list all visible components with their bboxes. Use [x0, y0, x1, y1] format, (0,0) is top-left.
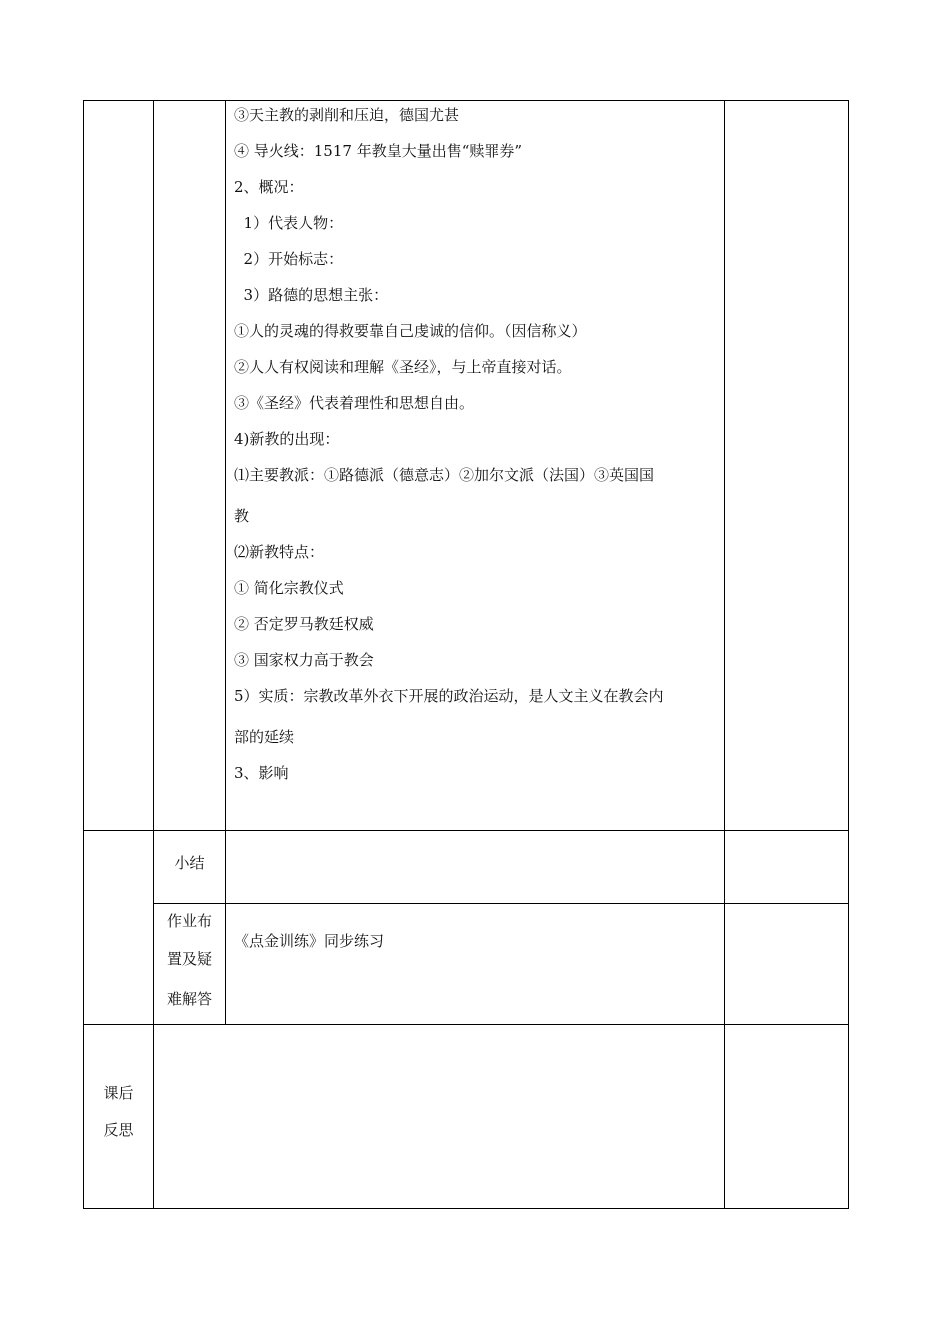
reflection-label-line: 课后	[103, 1084, 134, 1102]
content-line: 1）代表人物：	[234, 214, 344, 232]
reflection-label-line: 反思	[103, 1121, 134, 1139]
content-line: 教	[234, 507, 250, 525]
table-border-top	[83, 100, 849, 101]
content-line: ①人的灵魂的得救要靠自己虔诚的信仰。（因信称义）	[234, 322, 587, 340]
content-line: 3）路德的思想主张：	[234, 286, 389, 304]
content-line: ① 简化宗教仪式	[234, 579, 344, 597]
content-line: 部的延续	[234, 728, 295, 746]
column-divider	[153, 100, 154, 1209]
row-divider	[153, 903, 849, 904]
content-line: ④ 导火线：1517 年教皇大量出售“赎罪券”	[234, 142, 523, 160]
column-divider	[724, 100, 725, 1209]
content-line: 2、概况：	[234, 178, 304, 196]
homework-label-line: 作业布	[166, 912, 212, 930]
summary-label: 小结	[174, 854, 205, 872]
content-line: ⑴主要教派：①路德派（德意志）②加尔文派（法国）③英国国	[234, 466, 655, 484]
column-divider	[225, 100, 226, 1025]
content-line: ② 否定罗马教廷权威	[234, 615, 374, 633]
homework-content: 《点金训练》同步练习	[234, 932, 385, 950]
homework-label-line: 难解答	[166, 990, 212, 1008]
content-line: 4)新教的出现：	[234, 430, 340, 448]
content-line: ③《圣经》代表着理性和思想自由。	[234, 394, 475, 412]
row-divider	[83, 1024, 849, 1025]
content-line: ⑵新教特点：	[234, 543, 325, 561]
table-border-bottom	[83, 1208, 849, 1209]
content-line: ③ 国家权力高于教会	[234, 651, 374, 669]
content-line: 3、影响	[234, 764, 289, 782]
table-border-left	[83, 100, 84, 1209]
content-line: 5）实质：宗教改革外衣下开展的政治运动，是人文主义在教会内	[234, 687, 664, 705]
content-line: ②人人有权阅读和理解《圣经》，与上帝直接对话。	[234, 358, 572, 376]
content-line: 2）开始标志：	[234, 250, 344, 268]
table-border-right	[848, 100, 849, 1209]
row-divider	[83, 830, 849, 831]
content-line: ③天主教的剥削和压迫，德国尤甚	[234, 106, 460, 124]
homework-label-line: 置及疑	[166, 950, 212, 968]
